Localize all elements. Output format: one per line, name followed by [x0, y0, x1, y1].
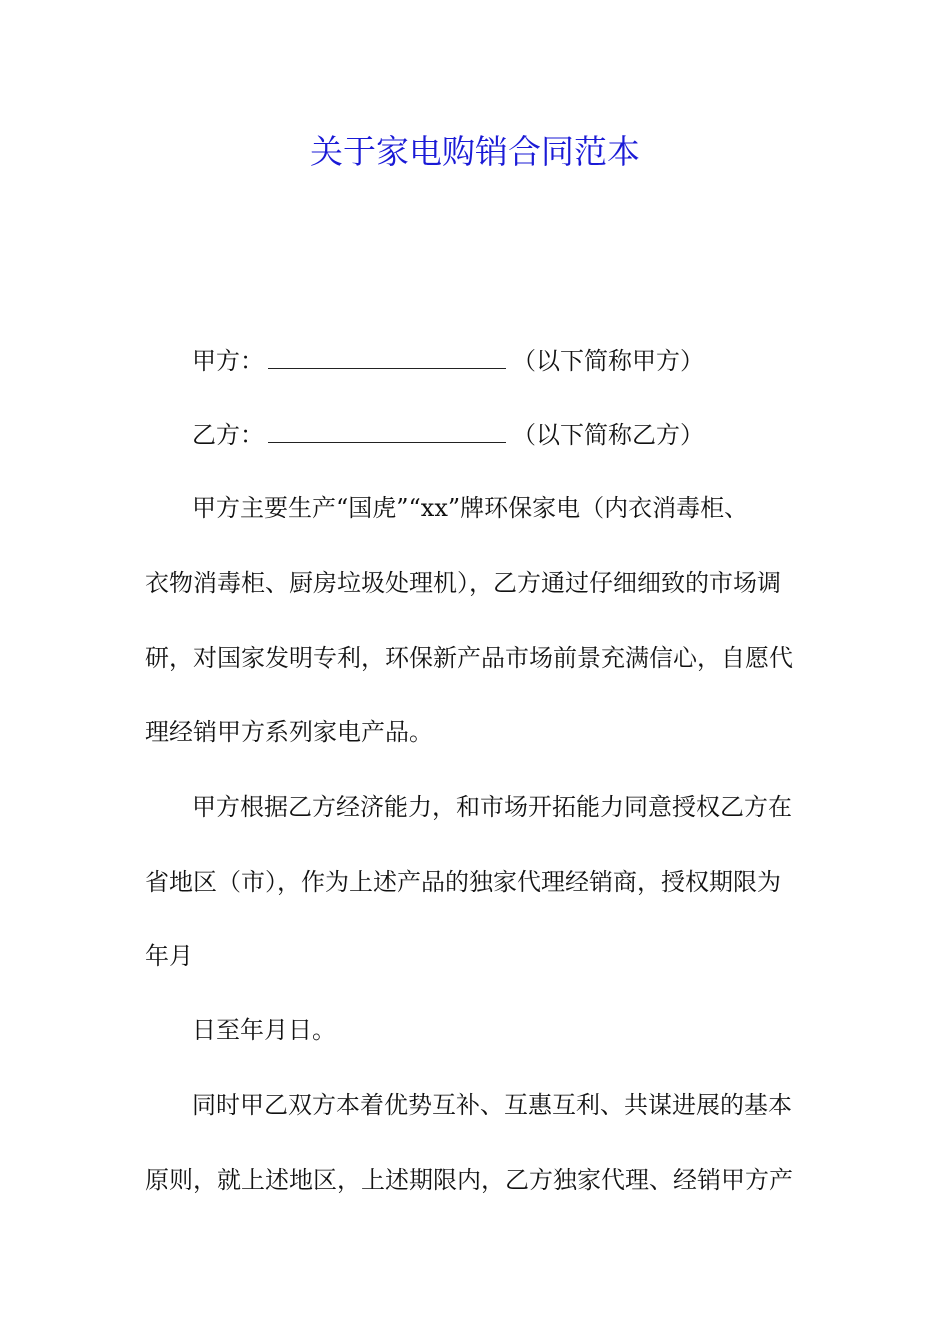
- party-b-line: [192, 414, 704, 455]
- body-line: 理经销甲方系列家电产品。: [145, 718, 433, 746]
- document-title: 关于家电购销合同范本: [310, 132, 640, 171]
- body-line: 甲方主要生产“国虎”“xx”牌环保家电（内衣消毒柜、: [192, 494, 749, 522]
- body-line: 日至年月日。: [192, 1016, 336, 1044]
- body-line: 同时甲乙双方本着优势互补、互惠互利、共谋进展的基本: [192, 1091, 792, 1119]
- body-line: 省地区（市），作为上述产品的独家代理经销商，授权期限为: [145, 868, 781, 896]
- party-a-label: 甲方：: [192, 347, 264, 375]
- party-b-blank-field[interactable]: [268, 414, 506, 443]
- body-line: 年月: [145, 942, 193, 970]
- party-a-blank-field[interactable]: [268, 340, 506, 369]
- body-line: 原则，就上述地区，上述期限内，乙方独家代理、经销甲方产: [145, 1166, 793, 1194]
- party-b-note: （以下简称乙方）: [512, 421, 704, 449]
- party-a-line: [192, 340, 704, 381]
- party-b-label: 乙方：: [192, 421, 264, 449]
- body-line: 研，对国家发明专利，环保新产品市场前景充满信心，自愿代: [145, 644, 793, 672]
- body-line: 衣物消毒柜、厨房垃圾处理机），乙方通过仔细细致的市场调: [145, 569, 781, 597]
- body-line: 甲方根据乙方经济能力，和市场开拓能力同意授权乙方在: [192, 793, 792, 821]
- party-a-note: （以下简称甲方）: [512, 347, 704, 375]
